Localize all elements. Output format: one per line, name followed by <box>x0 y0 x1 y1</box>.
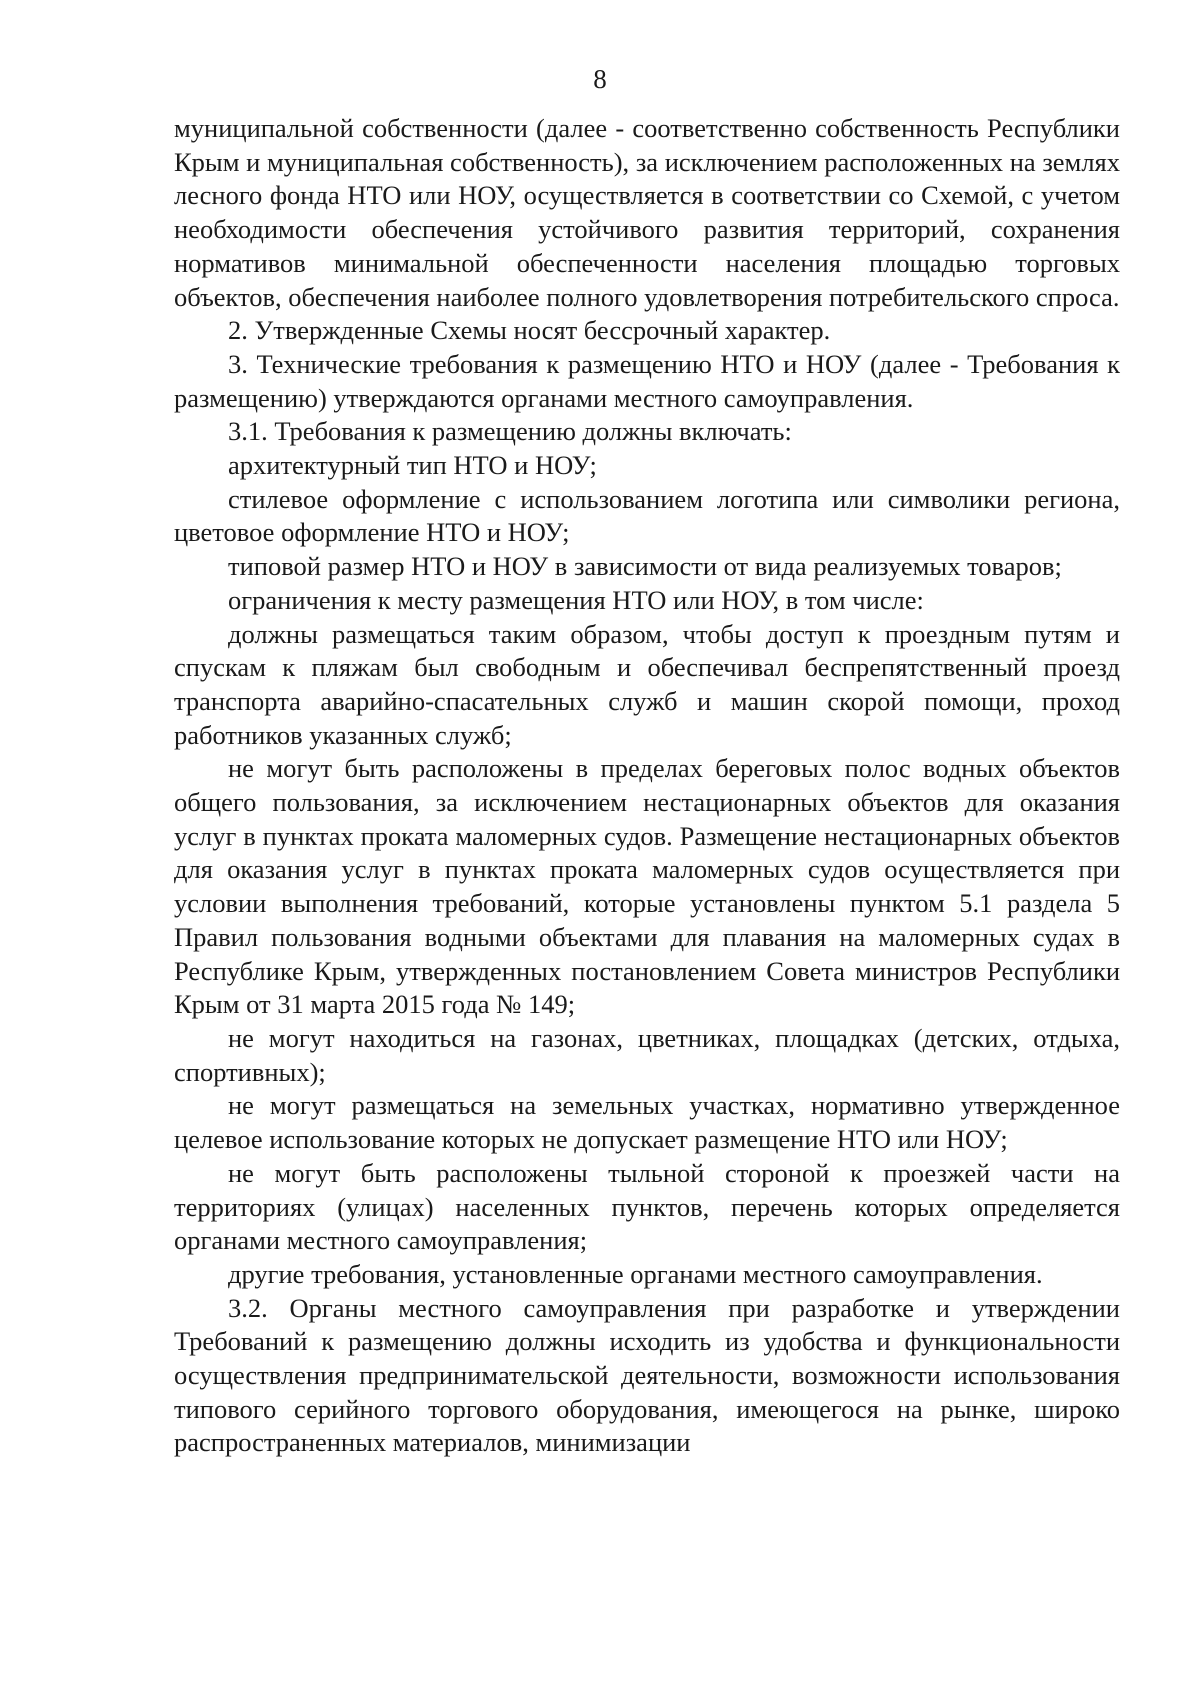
paragraph: другие требования, установленные органами местного самоуправления. <box>228 1258 1043 1289</box>
paragraph: типовой размер НТО и НОУ в зависимости от вида реализуемых товаров; <box>228 551 1062 582</box>
paragraph: 3.1. Требования к размещению должны включать: <box>228 416 792 447</box>
paragraph: стилевое оформление с использованием логотипа или символики региона, цветовое оформление НТО и НОУ; <box>174 483 1120 548</box>
paragraph: должны размещаться таким образом, чтобы доступ к проездным путям и спускам к пляжам был свободным и обеспечивал беспрепятственный проезд транспорта аварийно-спасательных служб и машин скорой помощи, проход работников указанных служб; <box>174 618 1120 750</box>
paragraph: 2. Утвержденные Схемы носят бессрочный характер. <box>228 315 831 346</box>
paragraph: муниципальной собственности (далее - соответственно собственность Республики Крым и муниципальная собственность), за исключением расположенных на землях лесного фонда НТО или НОУ, осуществляется в соответствии со Схемой, с учетом необходимости обеспечения устойчивого развития территорий, сохранения нормативов минимальной обеспеченности населения площадью торговых объектов, обеспечения наиболее полного удовлетворения потребительского спроса. <box>174 113 1120 312</box>
paragraph: ограничения к месту размещения НТО или НОУ, в том числе: <box>228 584 924 615</box>
paragraph: 3. Технические требования к размещению НТО и НОУ (далее - Требования к размещению) утверждаются органами местного самоуправления. <box>174 348 1120 413</box>
paragraph: архитектурный тип НТО и НОУ; <box>228 450 597 481</box>
paragraph: не могут быть расположены тыльной стороной к проезжей части на территориях (улицах) населенных пунктов, перечень которых определяется органами местного самоуправления; <box>174 1157 1120 1256</box>
document-body <box>174 112 1120 1460</box>
paragraph: не могут быть расположены в пределах береговых полос водных объектов общего пользования, за исключением нестационарных объектов для оказания услуг в пунктах проката маломерных судов. Размещение нестационарных объектов для оказания услуг в пунктах проката маломерных судов осуществляется при условии выполнения требований, которые установлены пунктом 5.1 раздела 5 Правил пользования водными объектами для плавания на маломерных судах в Республике Крым, утвержденных постановлением Совета министров Республики Крым от 31 марта 2015 года № 149; <box>174 753 1120 1020</box>
paragraph: 3.2. Органы местного самоуправления при разработке и утверждении Требований к размещению должны исходить из удобства и функциональности осуществления предпринимательской деятельности, возможности использования типового серийного торгового оборудования, имеющегося на рынке, широко распространенных материалов, минимизации <box>174 1292 1120 1458</box>
paragraph: не могут размещаться на земельных участках, нормативно утвержденное целевое использование которых не допускает размещение НТО или НОУ; <box>174 1090 1120 1155</box>
page-number: 8 <box>593 64 607 94</box>
paragraph: не могут находиться на газонах, цветниках, площадках (детских, отдыха, спортивных); <box>174 1022 1120 1087</box>
